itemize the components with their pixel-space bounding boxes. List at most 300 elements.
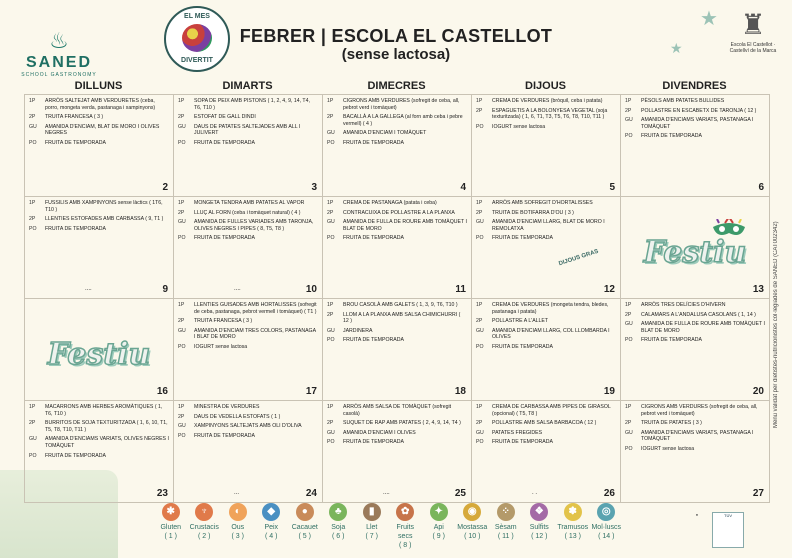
brand-name: SANED	[25, 54, 92, 71]
dish-name: AMANIDA DE FULLA DE ROURE AMB TOMÀQUET I BLAT DE MORO	[343, 219, 467, 232]
day-cell	[174, 299, 323, 401]
cell-dots: ...	[234, 490, 240, 496]
cell-dots: ....	[85, 286, 92, 292]
fish-icon: ◆	[262, 503, 280, 521]
course-code: 2P	[327, 209, 334, 216]
allergen-number: ( 12 )	[531, 533, 548, 540]
course-code: 2P	[29, 114, 36, 121]
allergen-number: ( 6 )	[332, 533, 345, 540]
course-code: 2P	[327, 311, 334, 318]
menu-course	[29, 216, 169, 223]
school-logo	[722, 8, 784, 68]
allergen-number: ( 5 )	[298, 533, 311, 540]
course-code: 1P	[476, 200, 483, 206]
allergen-name: Cacauet	[291, 524, 318, 531]
dish-name: AMANIDA D'ENCIAM I TOMÀQUET	[343, 130, 427, 137]
menu-course	[476, 430, 616, 437]
soy-icon: ♣	[329, 503, 347, 521]
allergen-number: ( 3 )	[231, 533, 244, 540]
allergen-number: ( 8 )	[399, 542, 412, 549]
course-code: 1P	[178, 98, 185, 104]
course-code: GU	[327, 130, 335, 137]
peanut-icon: ●	[296, 503, 314, 521]
egg-icon: ◐	[229, 503, 247, 521]
weekday-label: DILLUNS	[74, 80, 123, 92]
dish-name: FRUITA DE TEMPORADA	[45, 139, 106, 146]
course-code: 2P	[178, 209, 185, 216]
course-code: 2P	[178, 114, 185, 121]
course-code: 1P	[327, 200, 334, 206]
menu-course	[29, 140, 169, 147]
dish-name: DAUS DE PATATES SALTEJADES AMB ALL I JULIVERT	[194, 123, 301, 137]
allergen-name: Crustacis	[189, 524, 219, 531]
dish-name: POLLASTRE AMB SALSA BARBACOA ( 12 )	[492, 420, 597, 427]
day-number: 11	[455, 284, 466, 295]
dish-name: FRUITA DE TEMPORADA	[343, 337, 404, 344]
certification-badge: TÜV	[712, 512, 744, 548]
page-title: FEBRER | ESCOLA EL CASTELLOT	[239, 26, 553, 46]
day-number: 5	[609, 182, 615, 193]
day-cell	[621, 197, 770, 299]
menu-course	[476, 98, 616, 105]
day-cell	[472, 401, 621, 503]
menu-calendar	[24, 94, 770, 503]
dish-name: FRUITA DE TEMPORADA	[492, 439, 553, 446]
menu-course	[29, 98, 169, 111]
dish-name: FRUITA DE TEMPORADA	[641, 133, 702, 140]
dish-name: PÈSOLS AMB PATATES BULLIDES	[641, 98, 725, 104]
course-code: 1P	[625, 404, 632, 410]
menu-course	[476, 235, 616, 242]
dish-name: CREMA DE VERDURES (bròquil, ceba i patata)	[492, 98, 603, 104]
day-number: 10	[305, 284, 317, 295]
cell-dots: ....	[383, 490, 390, 496]
dish-name: ARRÒS TRES DELÍCIES D'HIVERN	[641, 302, 726, 308]
course-code: PO	[178, 432, 186, 439]
dish-name: FRUITA DE TEMPORADA	[641, 337, 702, 344]
allergen-number: ( 4 )	[265, 533, 278, 540]
menu-course	[625, 108, 765, 115]
dish-name: FRUITA DE TEMPORADA	[492, 235, 553, 242]
dish-name: LLENTIES GUISADES AMB HORTALISSES (sofregit de ceba, pastanaga, pebrot vermell i tomàquet) ( T1 )	[194, 302, 317, 315]
allergen-number: ( 10 )	[464, 533, 481, 540]
course-code: PO	[29, 225, 37, 232]
course-code: PO	[327, 439, 335, 446]
menu-course	[327, 439, 467, 446]
allergen-number: ( 9 )	[432, 533, 445, 540]
course-code: GU	[476, 327, 484, 334]
menu-course	[327, 235, 467, 242]
day-number: 26	[603, 488, 615, 499]
course-code: 2P	[178, 413, 185, 420]
course-code: PO	[29, 139, 37, 146]
dish-name: AMANIDA D'ENCIAMS VARIATS, PASTANAGA I TOMÀQUET	[641, 429, 754, 443]
day-number: 20	[752, 386, 764, 397]
menu-course	[327, 420, 467, 427]
day-number: 12	[603, 284, 615, 295]
course-code: PO	[327, 337, 335, 344]
menu-course	[178, 328, 318, 341]
menu-course	[625, 133, 765, 140]
allergen-item	[255, 503, 289, 550]
dish-name: POLLASTRE A L'ALLET	[492, 318, 549, 325]
weekday-label: DIVENDRES	[662, 80, 727, 92]
menu-course	[476, 318, 616, 325]
allergen-name: Ous	[231, 524, 245, 531]
allergen-item	[221, 503, 255, 550]
day-number: 9	[162, 284, 168, 295]
day-number: 2	[162, 182, 168, 193]
dish-name: TRUITA DE PATATES ( 3 )	[641, 420, 702, 427]
dish-name: FRUITA DE TEMPORADA	[343, 439, 404, 446]
school-logo-text: Escola El Castellot · Castellví de la Marca	[729, 42, 777, 54]
day-number: 17	[305, 386, 317, 397]
dish-name: BURRITOS DE SOJA TEXTURITZADA ( 1, 6, 10, T1, T5, T8, T10, T11 )	[45, 420, 168, 433]
allergen-name: Llet	[366, 524, 378, 531]
course-code: 1P	[327, 98, 334, 104]
allergen-item	[355, 503, 389, 550]
dish-name: SUQUET DE RAP AMB PATATES ( 2, 4, 9, 14, T4 )	[343, 420, 461, 427]
course-code: PO	[178, 139, 186, 146]
day-number: 25	[454, 488, 466, 499]
day-cell	[472, 299, 621, 401]
allergen-item	[422, 503, 456, 550]
menu-course	[29, 226, 169, 233]
allergen-name: Mostassa	[457, 524, 488, 531]
course-code: 1P	[29, 404, 36, 410]
milk-icon: ▮	[363, 503, 381, 521]
course-code: 1P	[29, 98, 36, 104]
menu-course	[625, 117, 765, 130]
day-cell	[174, 95, 323, 197]
dish-name: CALAMARS A L'ANDALUSA CASOLANS ( 1, 14 )	[641, 311, 756, 318]
dish-name: CIGRONS AMB VERDURES (sofregit de ceba, all, pebrot verd i tomàquet)	[641, 404, 758, 417]
course-code: 2P	[625, 420, 632, 427]
course-code: 1P	[476, 302, 483, 308]
sulphites-icon: ❖	[530, 503, 548, 521]
page-subtitle: (sense lactosa)	[341, 46, 451, 63]
allergen-item	[590, 503, 624, 550]
allergen-name: Soja	[331, 524, 346, 531]
course-code: 2P	[476, 420, 483, 427]
weekday-label: DIMECRES	[367, 80, 426, 92]
menu-course	[178, 404, 318, 411]
allergen-name: Sèsam	[494, 524, 517, 531]
dish-name: ESTOFAT DE GALL DINDI	[194, 114, 256, 121]
menu-course	[327, 219, 467, 232]
menu-course	[178, 114, 318, 121]
menu-course	[625, 337, 765, 344]
menu-course	[178, 124, 318, 137]
day-number: 27	[752, 488, 764, 499]
menu-course	[327, 98, 467, 111]
course-code: 1P	[178, 302, 185, 308]
menu-course	[327, 130, 467, 137]
allergen-number: ( 7 )	[365, 533, 378, 540]
allergen-number: ( 13 )	[564, 533, 581, 540]
day-cell	[621, 401, 770, 503]
dish-name: MACARRONS AMB HERBES AROMÀTIQUES ( 1, T6, T10 )	[45, 404, 163, 417]
course-code: GU	[178, 219, 186, 226]
dish-name: IOGURT sense lactosa	[492, 123, 546, 130]
course-code: 1P	[327, 404, 334, 410]
course-code: 1P	[625, 98, 632, 104]
menu-course	[625, 404, 765, 417]
menu-course	[29, 420, 169, 433]
day-number: 24	[305, 488, 317, 499]
menu-course	[476, 124, 616, 131]
allergen-item	[489, 503, 523, 550]
brand-subtitle: SCHOOL GASTRONOMY	[21, 72, 97, 78]
day-cell	[323, 95, 472, 197]
nuts-icon: ✿	[396, 503, 414, 521]
menu-course	[327, 312, 467, 325]
course-code: 2P	[29, 216, 36, 223]
dish-name: MONGETA TENDRA AMB PATATES AL VAPOR	[194, 200, 305, 206]
dish-name: CONTRACUIXA DE POLLASTRE A LA PLANXA	[343, 209, 455, 216]
sesame-icon: ⁘	[497, 503, 515, 521]
food-certification: ●	[695, 512, 699, 517]
dish-name: POLLASTRE EN ESCABETX DE TARONJA ( 12 )	[641, 107, 757, 114]
menu-course	[476, 439, 616, 446]
cell-dots: ....	[234, 286, 241, 292]
course-code: 2P	[327, 114, 334, 121]
day-number: 13	[752, 284, 764, 295]
lupin-icon: ✽	[564, 503, 582, 521]
course-code: GU	[476, 429, 484, 436]
allergen-name: Sulfits	[529, 524, 549, 531]
course-code: 2P	[476, 107, 483, 114]
allergen-name: Peix	[264, 524, 279, 531]
day-cell	[472, 95, 621, 197]
menu-course	[327, 328, 467, 335]
weekday-label: DIMARTS	[222, 80, 273, 92]
menu-course	[476, 404, 616, 417]
menu-course	[178, 423, 318, 430]
menu-course	[476, 210, 616, 217]
menu-course	[476, 219, 616, 232]
day-cell	[621, 299, 770, 401]
course-code: 2P	[625, 311, 632, 318]
course-code: 1P	[625, 302, 632, 308]
course-code: PO	[625, 133, 633, 140]
dish-name: XAMPINYONS SALTEJATS AMB OLI D'OLIVA	[194, 423, 302, 430]
dish-name: ESPAGUETIS A LA BOLONYESA VEGETAL (soja texturitzada) ( 1, 6, T1, T3, T5, T6, T8, T10, T11 )	[492, 107, 608, 121]
dish-name: FRUITA DE TEMPORADA	[343, 139, 404, 146]
allergen-item	[322, 503, 356, 550]
allergen-number: ( 11 )	[497, 533, 514, 540]
course-code: GU	[327, 219, 335, 226]
day-cell	[25, 95, 174, 197]
menu-course	[178, 433, 318, 440]
menu-course	[178, 140, 318, 147]
menu-course	[178, 200, 318, 207]
dish-name: AMANIDA DE FULLES VARIADES AMB TARONJA, OLIVES NEGRES I PIPES ( 8, T5, T8 )	[194, 219, 314, 232]
course-code: 2P	[29, 420, 36, 427]
celery-icon: ✦	[430, 503, 448, 521]
dish-name: FRUITA DE TEMPORADA	[194, 432, 255, 439]
course-code: GU	[625, 429, 633, 436]
menu-course	[476, 108, 616, 121]
dish-name: FRUITA DE TEMPORADA	[194, 235, 255, 242]
day-number: 3	[311, 182, 317, 193]
course-code: PO	[327, 139, 335, 146]
day-cell	[323, 401, 472, 503]
course-code: GU	[327, 429, 335, 436]
allergen-number: ( 2 )	[198, 533, 211, 540]
dish-name: FUSSILIS AMB XAMPINYONS sense làctics ( 1T6, T10 )	[45, 200, 163, 213]
dish-name: BROU CASOLÀ AMB GALETS ( 1, 3, 9, T6, T10 )	[343, 302, 458, 308]
course-code: PO	[476, 343, 484, 350]
weekday-header	[24, 80, 769, 92]
dish-name: AMANIDA D'ENCIAMS VARIATS, PASTANAGA I TOMÀQUET	[641, 117, 754, 130]
dish-name: LLOM A LA PLANXA AMB SALSA CHIMICHURRI ( 12 )	[343, 311, 461, 325]
dish-name: AMANIDA D'ENCIAM I OLIVES	[343, 429, 416, 436]
course-code: 1P	[476, 404, 483, 410]
menu-course	[327, 210, 467, 217]
allergen-name: Tramusos	[557, 524, 589, 531]
menu-course	[178, 219, 318, 232]
menu-course	[476, 420, 616, 427]
day-number: 18	[454, 386, 466, 397]
dish-name: FRUITA DE TEMPORADA	[194, 139, 255, 146]
cell-dots: . .	[532, 490, 538, 496]
course-code: GU	[625, 117, 633, 124]
course-code: 1P	[29, 200, 36, 206]
course-code: PO	[625, 337, 633, 344]
course-code: 2P	[625, 107, 632, 114]
allergen-number: ( 14 )	[598, 533, 615, 540]
carnival-mask-icon	[711, 219, 747, 241]
day-number: 16	[156, 386, 168, 397]
dish-name: AMANIDA D'ENCIAM TRES COLORS, PASTANAGA I BLAT DE MORO	[194, 327, 316, 341]
menu-course	[178, 414, 318, 421]
course-code: PO	[178, 343, 186, 350]
dish-name: PATATES FREGIDES	[492, 429, 543, 436]
allergen-item	[456, 503, 490, 550]
menu-course	[625, 312, 765, 319]
dish-name: AMANIDA D'ENCIAM LLARG, COL LLOMBARDA I OLIVES	[492, 327, 610, 341]
dish-name: IOGURT sense lactosa	[194, 343, 248, 350]
course-code: PO	[476, 439, 484, 446]
decorative-star-icon: ★	[700, 8, 718, 30]
dish-name: AMANIDA D'ENCIAM LLARG, BLAT DE MORO I REMOLATXA	[492, 219, 605, 232]
course-code: GU	[327, 327, 335, 334]
dish-name: LLUÇ AL FORN (ceba i tomàquet natural) ( 4 )	[194, 209, 301, 216]
gluten-icon: ✱	[162, 503, 180, 521]
menu-course	[327, 302, 467, 309]
dish-name: TRUITA FRANCESA ( 3 )	[45, 114, 104, 121]
course-code: GU	[476, 219, 484, 226]
menu-course	[476, 302, 616, 315]
course-code: GU	[29, 123, 37, 130]
menu-course	[327, 337, 467, 344]
course-code: 2P	[327, 420, 334, 427]
weekday-label: DIJOUS	[525, 80, 566, 92]
menu-course	[29, 124, 169, 137]
course-code: GU	[178, 123, 186, 130]
mustard-icon: ◉	[463, 503, 481, 521]
dish-name: MINESTRA DE VERDURES	[194, 404, 260, 410]
dish-name: CIGRONS AMB VERDURES (sofregit de ceba, all, pebrot verd i tomàquet)	[343, 98, 460, 111]
day-cell	[472, 197, 621, 299]
menu-course	[29, 114, 169, 121]
course-code: 1P	[476, 98, 483, 104]
dish-name: FRUITA DE TEMPORADA	[343, 235, 404, 242]
castle-icon: ♜	[740, 9, 766, 40]
menu-course	[625, 446, 765, 453]
dish-name: TRUITA DE BOTIFARRA D'OU ( 3 )	[492, 209, 574, 216]
menu-course	[29, 436, 169, 449]
dish-name: LLENTIES ESTOFADES AMB CARBASSA ( 9, T1 )	[45, 216, 164, 223]
dish-name: FRUITA DE TEMPORADA	[492, 343, 553, 350]
menu-course	[178, 235, 318, 242]
chef-hat-icon: ♨	[49, 28, 69, 53]
crustaceans-icon: ♆	[195, 503, 213, 521]
validation-note: Menú validat per dietistes-nutricionistes col·legiades de SANED (CAT002342)	[773, 221, 779, 429]
menu-course	[327, 114, 467, 127]
allergen-legend	[154, 503, 623, 550]
allergen-item	[523, 503, 557, 550]
day-number: 23	[156, 488, 168, 499]
allergen-name: Gluten	[160, 524, 182, 531]
menu-course	[327, 430, 467, 437]
menu-course	[178, 344, 318, 351]
day-number: 6	[758, 182, 764, 193]
menu-course	[178, 210, 318, 217]
dish-name: FRUITA DE TEMPORADA	[45, 452, 106, 459]
dish-name: CREMA DE PASTANAGA (patata i ceba)	[343, 200, 437, 206]
menu-course	[476, 328, 616, 341]
course-code: PO	[625, 445, 633, 452]
menu-course	[178, 302, 318, 315]
course-code: 2P	[476, 318, 483, 325]
day-cell	[621, 95, 770, 197]
course-code: PO	[29, 452, 37, 459]
allergen-item	[154, 503, 188, 550]
dish-name: AMANIDA D'ENCIAMS VARIATS, OLIVES NEGRES I TOMÀQUET	[45, 436, 169, 449]
course-code: PO	[327, 235, 335, 242]
dijous-gras-label: DIJOUS GRAS	[558, 248, 600, 268]
dish-name: ARRÒS AMB SOFREGIT D'HORTALISSES	[492, 200, 593, 206]
allergen-name: Fruits secs	[396, 524, 414, 540]
decorative-star-icon: ★	[670, 40, 683, 56]
day-cell	[174, 401, 323, 503]
allergen-item	[288, 503, 322, 550]
holiday-label: Festiu	[643, 235, 747, 270]
dish-name: JARDINERA	[343, 327, 373, 334]
menu-course	[29, 404, 169, 417]
course-code: GU	[29, 436, 37, 443]
dish-name: ARRÒS SALTEJAT AMB VERDURETES (ceba, porro, mongeta verda, pastanaga i xampinyons)	[45, 98, 156, 111]
dish-name: IOGURT sense lactosa	[641, 445, 695, 452]
dish-name: DAUS DE VEDELLA ESTOFATS ( 1 )	[194, 413, 281, 420]
dish-name: FRUITA DE TEMPORADA	[45, 225, 106, 232]
day-cell	[25, 299, 174, 401]
allergen-name: Mol·luscs	[591, 524, 622, 531]
allergen-item	[556, 503, 590, 550]
allergen-item	[188, 503, 222, 550]
dish-name: CREMA DE CARBASSA AMB PIPES DE GIRASOL (opcional) ( T5, T8 )	[492, 404, 611, 417]
menu-course	[29, 453, 169, 460]
menu-course	[625, 430, 765, 443]
dish-name: AMANIDA DE FULLA DE ROURE AMB TOMÀQUET I BLAT DE MORO	[641, 321, 765, 334]
dish-name: TRUITA FRANCESA ( 3 )	[194, 318, 253, 325]
dish-name: CREMA DE VERDURES (mongeta tendra, bledes, pastanaga i patata)	[492, 302, 609, 315]
course-code: 1P	[178, 404, 185, 410]
course-code: 2P	[476, 209, 483, 216]
menu-course	[29, 200, 169, 213]
